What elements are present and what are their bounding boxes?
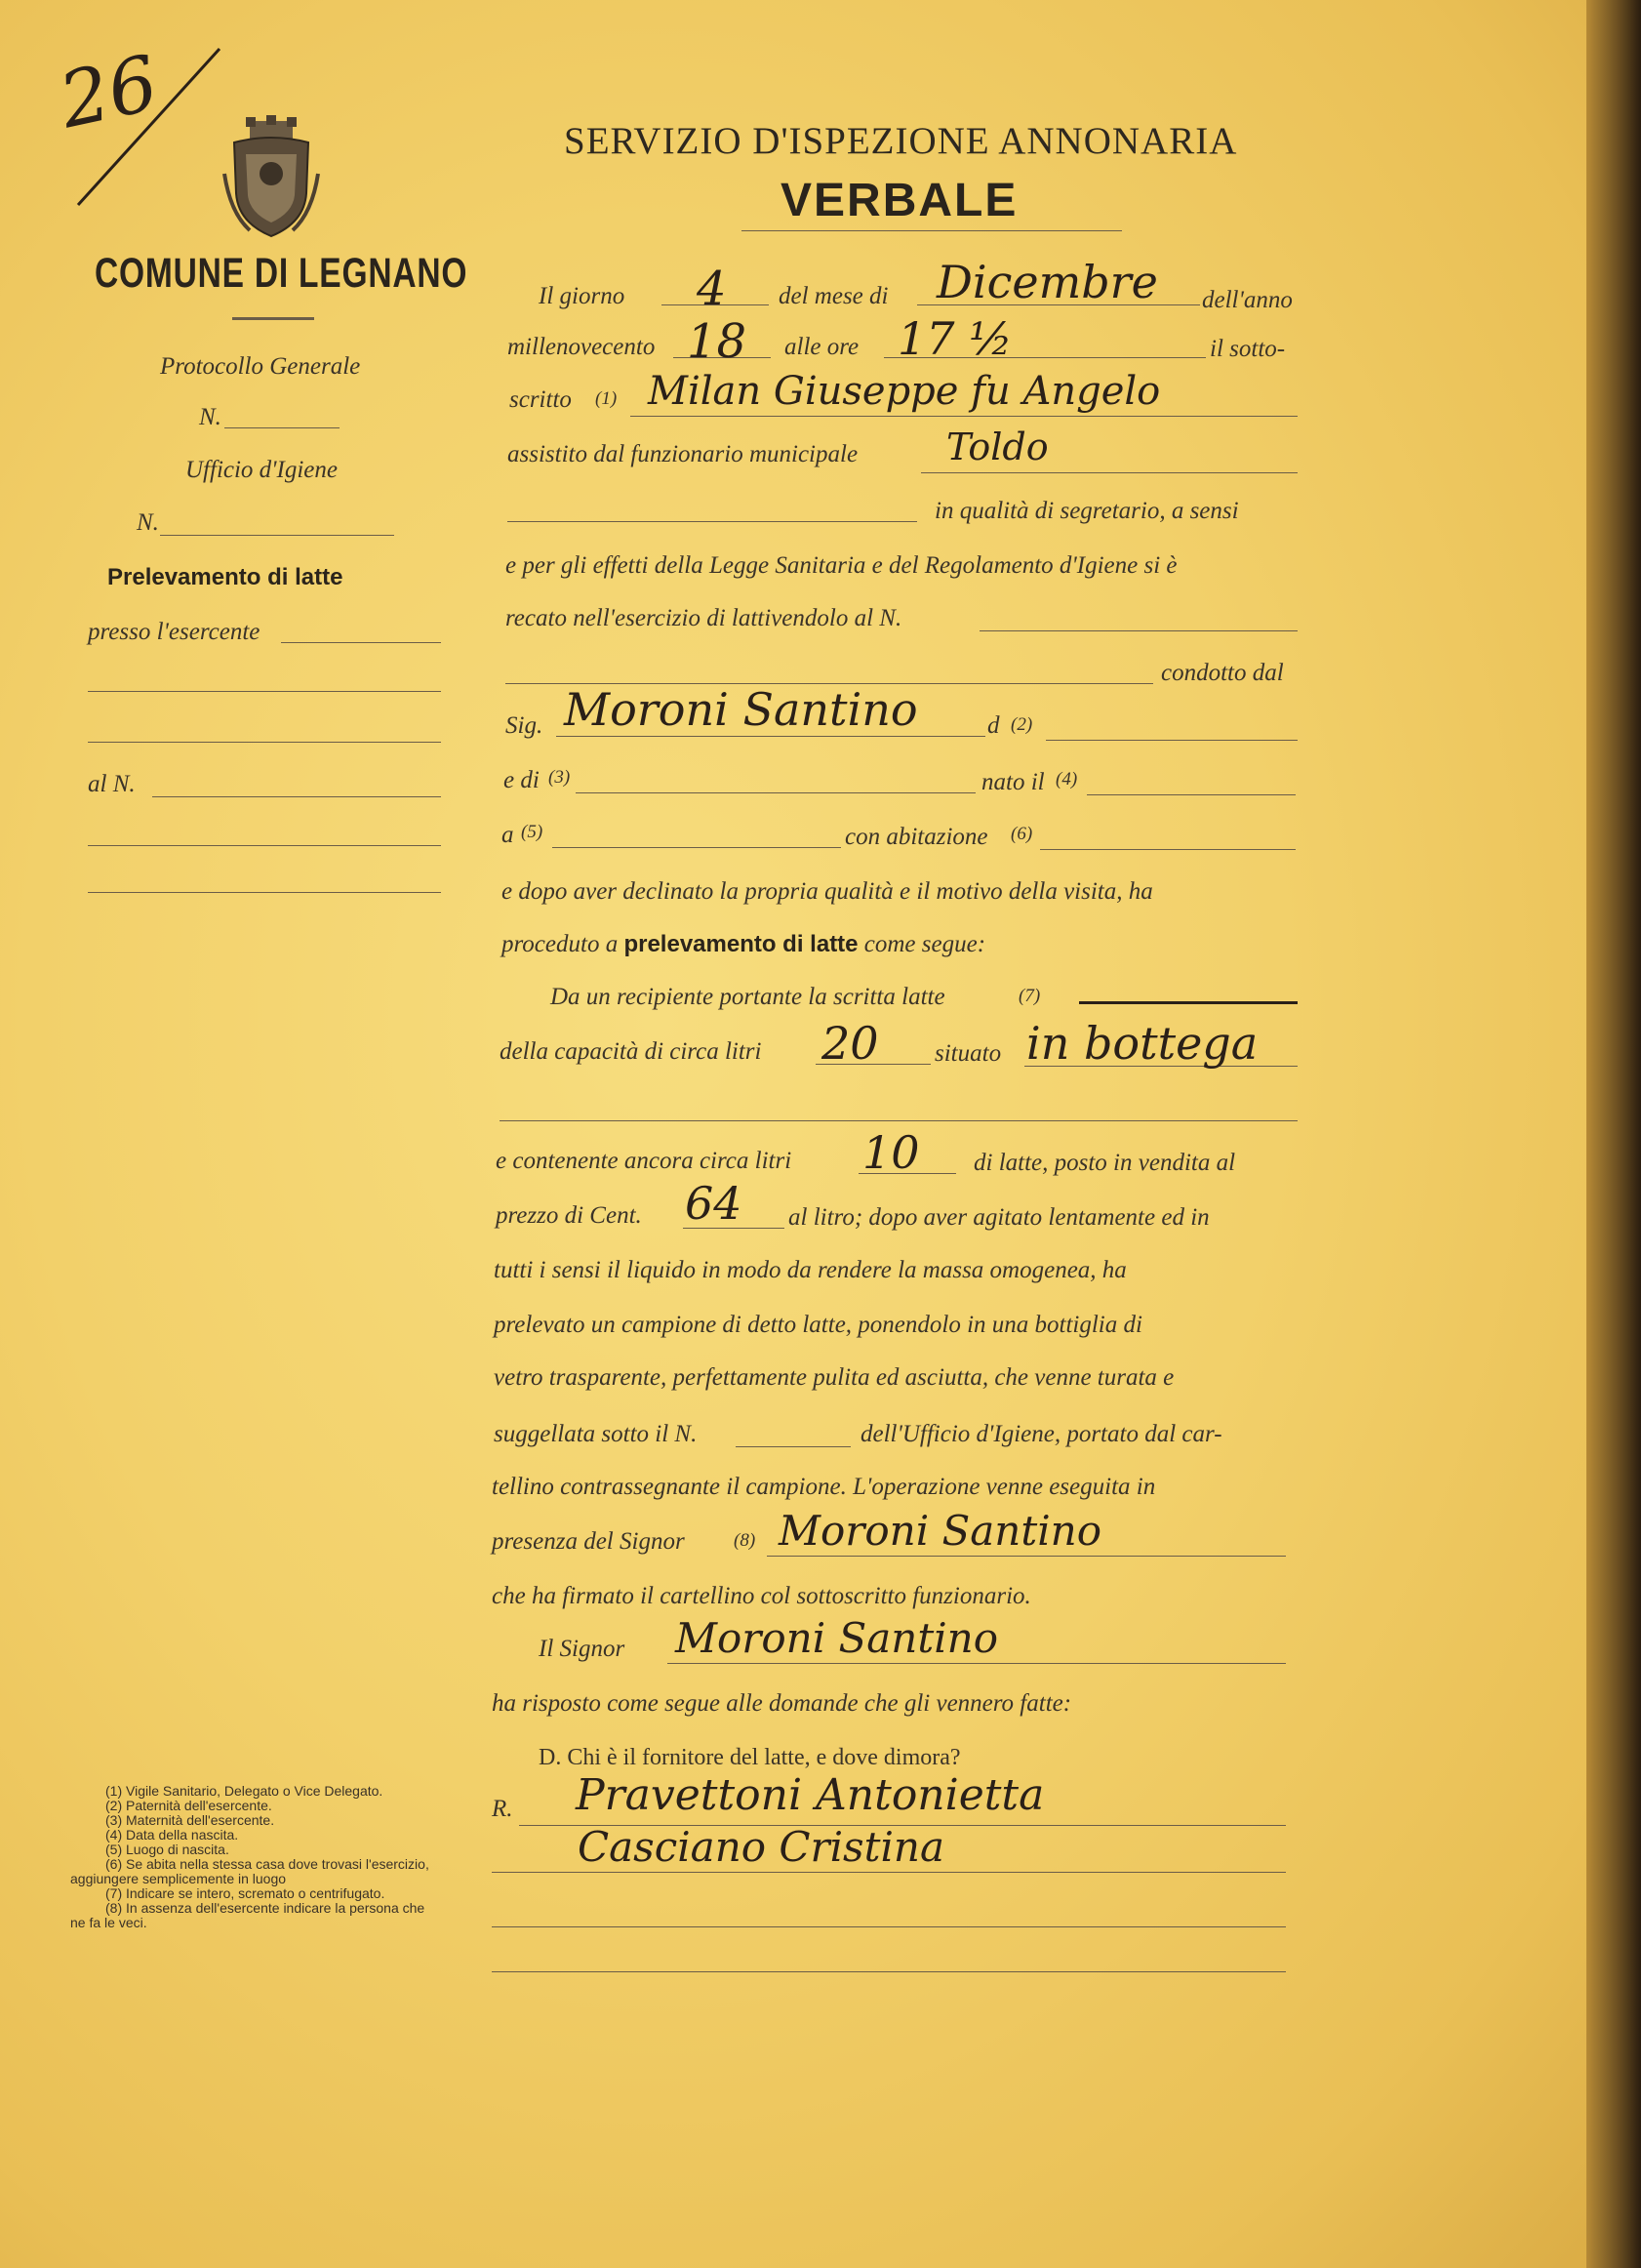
- scritta-dash: [1079, 1001, 1298, 1004]
- situato-field-line-2: [500, 1120, 1298, 1121]
- footnote-3: (3) Maternità dell'esercente.: [105, 1812, 275, 1828]
- luogo-field-line: [552, 847, 841, 848]
- footnote-ref-3: (3): [548, 767, 571, 788]
- prelevamento-heading: Prelevamento di latte: [107, 564, 343, 590]
- e-di-label: e di: [503, 767, 540, 793]
- cent-value: 64: [685, 1177, 742, 1230]
- litri-value: 20: [821, 1017, 879, 1070]
- protocollo-n-line: [224, 427, 340, 428]
- paternita-field-line: [1046, 740, 1298, 741]
- footnote-6: (6) Se abita nella stessa casa dove trovasi l'esercizio, aggiungere semplicemente in luogo: [70, 1856, 429, 1886]
- tellino-text: tellino contrassegnante il campione. L'operazione venne eseguita in: [492, 1474, 1156, 1500]
- recato-field-line: [980, 630, 1298, 631]
- divider: [232, 317, 314, 320]
- footnote-ref-7: (7): [1019, 986, 1041, 1006]
- signor-value: Moroni Santino: [675, 1614, 998, 1662]
- risposta-line-2: [492, 1872, 1286, 1873]
- funzionario-field-line: [921, 472, 1298, 473]
- suggellata-label: suggellata sotto il N.: [494, 1421, 698, 1447]
- in-qualita-text: in qualità di segretario, a sensi: [935, 498, 1239, 524]
- dell-ufficio-text: dell'Ufficio d'Igiene, portato dal car-: [861, 1421, 1222, 1447]
- file-number-slash: [59, 39, 234, 215]
- risposta-line-3: [492, 1926, 1286, 1927]
- dell-anno-label: dell'anno: [1202, 287, 1293, 313]
- che-ha-text: che ha firmato il cartellino col sottoscritto funzionario.: [492, 1583, 1031, 1609]
- condotto-label: condotto dal: [1161, 660, 1284, 686]
- ufficio-n-label: N.: [137, 509, 159, 536]
- risposta-value-2: Casciano Cristina: [578, 1823, 945, 1871]
- footnote-ref-5: (5): [521, 822, 543, 842]
- sottoscritto-field-line: [630, 416, 1298, 417]
- page-edge: [1586, 0, 1641, 2268]
- segretario-field-line: [507, 521, 917, 522]
- footnote-ref-1: (1): [595, 388, 618, 409]
- contenente-label: e contenente ancora circa litri: [496, 1148, 792, 1174]
- risposta-value-1: Pravettoni Antonietta: [576, 1770, 1045, 1820]
- ufficio-label: Ufficio d'Igiene: [185, 457, 338, 483]
- nascita-field-line: [1087, 794, 1296, 795]
- al-n-line-3: [88, 892, 441, 893]
- maternita-field-line: [576, 792, 976, 793]
- verbale-title: VERBALE: [780, 175, 1019, 226]
- capacita-label: della capacità di circa litri: [500, 1038, 762, 1065]
- nato-il-label: nato il: [981, 769, 1045, 795]
- legge-text: e per gli effetti della Legge Sanitaria e del Regolamento d'Igiene si è: [505, 552, 1178, 579]
- prezzo-label: prezzo di Cent.: [496, 1202, 642, 1229]
- r-label: R.: [492, 1796, 513, 1822]
- footnote-4: (4) Data della nascita.: [105, 1827, 239, 1843]
- recato-text: recato nell'esercizio di lattivendolo al N.: [505, 605, 902, 631]
- situato-value: in bottega: [1026, 1017, 1259, 1070]
- al-n-line-2: [88, 845, 441, 846]
- sig-label: Sig.: [505, 712, 543, 739]
- di-latte-text: di latte, posto in vendita al: [974, 1150, 1236, 1176]
- footnote-ref-8: (8): [734, 1530, 756, 1551]
- presenza-field-line: [767, 1556, 1286, 1557]
- tutti-text: tutti i sensi il liquido in modo da rendere la massa omogenea, ha: [494, 1257, 1127, 1283]
- presso-line: [281, 642, 441, 643]
- footnote-5: (5) Luogo di nascita.: [105, 1842, 229, 1857]
- il-giorno-label: Il giorno: [539, 283, 625, 309]
- il-sotto-label: il sotto-: [1210, 336, 1286, 362]
- verbale-underline: [741, 230, 1122, 231]
- dopo-aver-text: e dopo aver declinato la propria qualità e il motivo della visita, ha: [501, 878, 1153, 905]
- footnotes: [70, 1784, 433, 1930]
- sig-value: Moroni Santino: [564, 683, 918, 736]
- proceduto-line: [501, 931, 985, 958]
- ufficio-n-line: [160, 535, 394, 536]
- da-un-text: Da un recipiente portante la scritta latte: [550, 984, 945, 1010]
- vetro-text: vetro trasparente, perfettamente pulita ed asciutta, che venne turata e: [494, 1364, 1175, 1391]
- coat-of-arms-icon: [220, 115, 322, 240]
- sottoscritto-value: Milan Giuseppe fu Angelo: [648, 369, 1161, 414]
- comune-title: COMUNE DI LEGNANO: [95, 250, 468, 297]
- sig-field-line: [556, 736, 985, 737]
- footnote-ref-2: (2): [1011, 714, 1033, 735]
- presso-line-2: [88, 691, 441, 692]
- footnote-ref-4: (4): [1056, 769, 1078, 790]
- prelevato-text: prelevato un campione di detto latte, ponendolo in una bottiglia di: [494, 1312, 1142, 1338]
- proceduto-pre: proceduto a: [501, 931, 619, 957]
- a-label: a: [501, 822, 514, 848]
- service-title: SERVIZIO D'ISPEZIONE ANNONARIA: [564, 120, 1238, 162]
- al-n-label: al N.: [88, 771, 136, 797]
- anno-value: 18: [687, 314, 747, 369]
- risposta-line-4: [492, 1971, 1286, 1972]
- presso-line-3: [88, 742, 441, 743]
- signor-field-line: [667, 1663, 1286, 1664]
- footnote-ref-6: (6): [1011, 824, 1033, 844]
- il-signor-label: Il Signor: [539, 1636, 625, 1662]
- abitazione-field-line: [1040, 849, 1296, 850]
- situato-label: situato: [935, 1040, 1002, 1067]
- protocollo-label: Protocollo Generale: [160, 353, 361, 380]
- millenovecento-label: millenovecento: [507, 334, 656, 360]
- litri-residui-value: 10: [862, 1126, 920, 1179]
- ha-risposto-text: ha risposto come segue alle domande che gli vennero fatte:: [492, 1690, 1072, 1717]
- mese-value: Dicembre: [937, 256, 1158, 308]
- footnote-8: (8) In assenza dell'esercente indicare la persona che ne fa le veci.: [70, 1900, 425, 1930]
- d-label: d: [987, 712, 1000, 739]
- handwritten-file-number: 26: [52, 39, 166, 146]
- con-abitazione-label: con abitazione: [845, 824, 988, 850]
- footnote-1: (1) Vigile Sanitario, Delegato o Vice Delegato.: [105, 1783, 383, 1799]
- ore-value: 17 ½: [898, 312, 1013, 365]
- protocollo-n-label: N.: [199, 404, 221, 430]
- del-mese-label: del mese di: [779, 283, 889, 309]
- al-litro-text: al litro; dopo aver agitato lentamente ed in: [788, 1204, 1210, 1231]
- al-n-line: [152, 796, 441, 797]
- presso-label: presso l'esercente: [88, 619, 260, 645]
- proceduto-bold: prelevamento di latte: [623, 931, 859, 957]
- presenza-value: Moroni Santino: [779, 1507, 1101, 1555]
- footnote-7: (7) Indicare se intero, scremato o centrifugato.: [105, 1885, 385, 1901]
- presenza-label: presenza del Signor: [492, 1528, 685, 1555]
- sigillo-field-line: [736, 1446, 851, 1447]
- assistito-label: assistito dal funzionario municipale: [507, 441, 859, 467]
- proceduto-post: come segue:: [863, 931, 986, 957]
- giorno-value: 4: [697, 262, 727, 316]
- domanda-text: D. Chi è il fornitore del latte, e dove dimora?: [539, 1745, 961, 1770]
- funzionario-value: Toldo: [946, 425, 1049, 468]
- footnote-2: (2) Paternità dell'esercente.: [105, 1798, 272, 1813]
- alle-ore-label: alle ore: [784, 334, 860, 360]
- scritto-label: scritto: [509, 386, 572, 413]
